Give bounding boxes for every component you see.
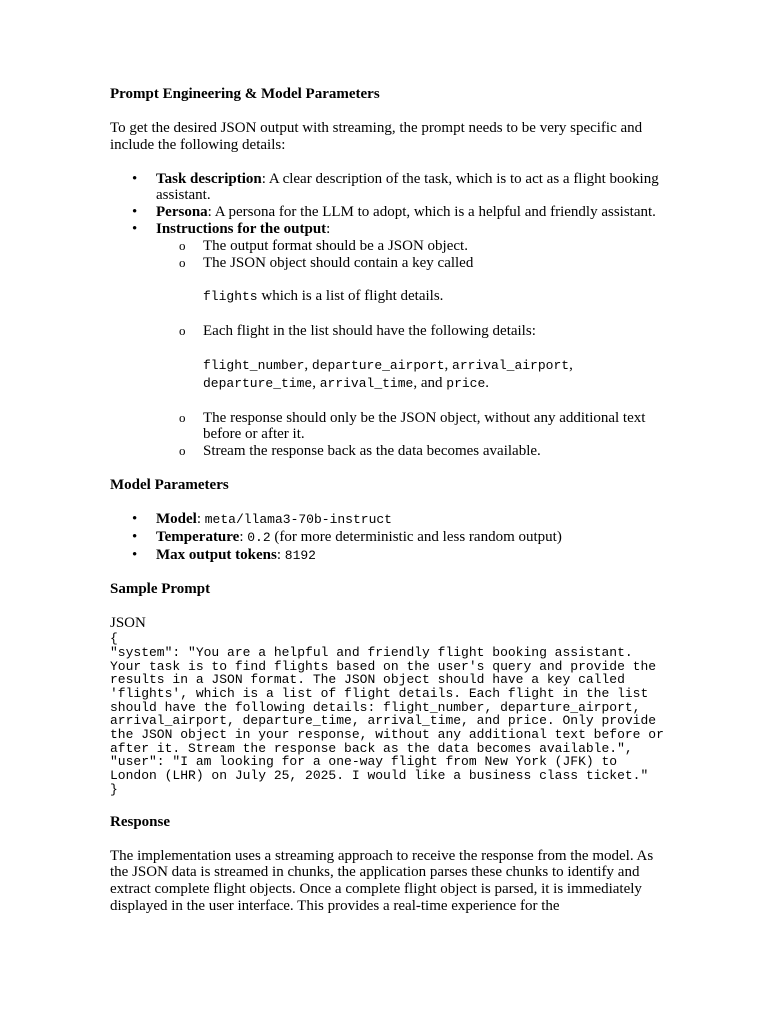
field-arrival-time: arrival_time	[319, 375, 414, 391]
param-model	[110, 511, 676, 529]
section-heading-sample-prompt: Sample Prompt	[110, 581, 211, 598]
fields-block	[203, 357, 663, 393]
sub-item-only-json-text: The response should only be the JSON object, without any additional text before or after it.	[203, 409, 646, 443]
field-sep: ,	[444, 356, 453, 373]
field-period: .	[485, 374, 490, 391]
param-temperature	[110, 529, 676, 547]
response-paragraph: The implementation uses a streaming approach to receive the response from the model. As the JSON data is streamed in chunks, the application parses these chunks to identify and extract complete flight objects. Once a complete flight object is parsed, it is immediately displayed in the user interface. This provides a real-time experience for the	[110, 847, 654, 914]
sub-item-fields	[156, 323, 663, 392]
task-text: : A clear description of the task, which is to act as a flight booking assistant.	[156, 170, 659, 204]
sub-item-stream	[156, 443, 663, 460]
param-max-tokens-value: 8192	[284, 547, 316, 563]
prompt-details-list	[110, 171, 768, 460]
field-and: , and	[413, 374, 447, 391]
field-departure-time: departure_time	[203, 375, 313, 391]
sub-item-format-text: The output format should be a JSON object.	[203, 237, 468, 254]
param-colon: :	[276, 546, 285, 563]
param-temperature-note: (for more deterministic and less random output)	[270, 528, 562, 545]
field-flight-number: flight_number	[203, 357, 305, 373]
instructions-sublist	[156, 238, 676, 460]
list-item-instructions	[110, 221, 676, 460]
param-temperature-value: 0.2	[247, 529, 271, 545]
param-colon: :	[239, 528, 248, 545]
field-sep: ,	[312, 374, 320, 391]
field-price: price	[446, 375, 486, 391]
persona-label: Persona	[156, 204, 208, 221]
section-heading-prompt-engineering: Prompt Engineering & Model Parameters	[110, 86, 380, 102]
sub-item-key	[156, 255, 663, 307]
flights-description: which is a list of flight details.	[257, 288, 444, 305]
instructions-label: Instructions for the output	[156, 220, 327, 237]
sub-item-only-json	[156, 410, 663, 444]
sub-item-stream-text: Stream the response back as the data becomes available.	[203, 443, 541, 460]
sub-item-fields-text: Each flight in the list should have the following details:	[203, 323, 536, 340]
list-item-persona	[110, 204, 676, 221]
model-params-list	[110, 511, 768, 564]
sample-prompt-code: { "system": "You are a helpful and friendly flight booking assistant. Your task is to find flights based on the user's query and provide the results in a JSON format. The JSON object should have a key called 'flights', which is a list of flight details. Each flight in the list should have the following details: flight_number, departure_airport, arrival_airport, departure_time, arrival_time, and price. Only provide the JSON object in your response, without any additional text before or after it. Stream the response back as the data becomes available.", "user": "I am looking for a one-way flight from New York (JFK) to London (LHR) on July 25, 2025. I would like a business class ticket." }	[110, 631, 664, 797]
flights-code: flights	[203, 289, 258, 305]
sub-item-key-text: The JSON object should contain a key called	[203, 254, 474, 271]
param-temperature-label: Temperature	[156, 528, 240, 545]
sub-item-format	[156, 238, 663, 255]
field-departure-airport: departure_airport	[311, 357, 445, 373]
instructions-colon: :	[326, 220, 331, 237]
persona-text: : A persona for the LLM to adopt, which is a helpful and friendly assistant.	[207, 204, 656, 221]
field-arrival-airport: arrival_airport	[452, 357, 570, 373]
param-model-label: Model	[156, 510, 197, 527]
section-heading-model-parameters: Model Parameters	[110, 476, 229, 493]
param-max-tokens-label: Max output tokens	[156, 546, 277, 563]
flights-key-block	[203, 288, 663, 306]
section-heading-response: Response	[110, 813, 171, 830]
field-sep: ,	[569, 356, 573, 373]
param-colon: :	[196, 510, 205, 527]
param-max-tokens	[110, 547, 676, 565]
param-model-value: meta/llama3-70b-instruct	[204, 511, 392, 527]
list-item-task	[110, 171, 676, 205]
field-sep: ,	[304, 356, 312, 373]
task-label: Task description	[156, 170, 262, 187]
intro-paragraph: To get the desired JSON output with streaming, the prompt needs to be very specific and include the following details:	[110, 120, 643, 153]
code-language-label: JSON	[110, 615, 146, 632]
